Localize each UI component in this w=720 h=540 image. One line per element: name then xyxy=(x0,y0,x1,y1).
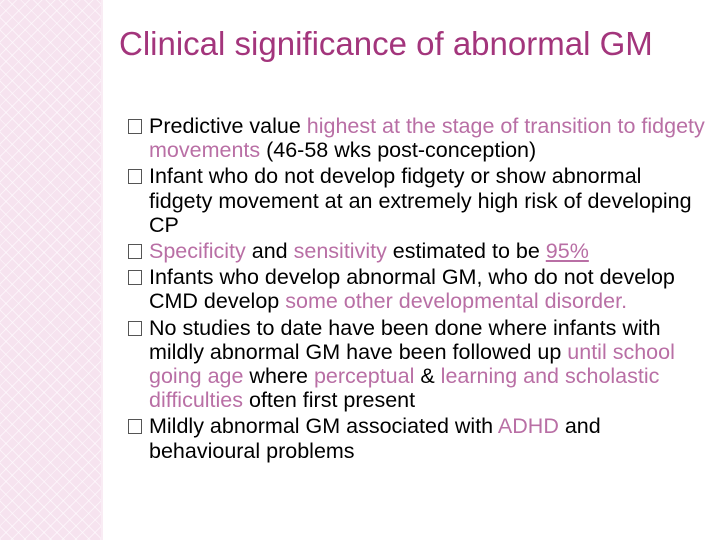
bullet-text: where xyxy=(243,364,314,389)
bullet-text: No studies to date have been done where infants with mildly abnormal GM have been followed up xyxy=(149,315,661,364)
bullet-text: Mildly abnormal GM associated with xyxy=(149,414,498,439)
highlighted-text: perceptual xyxy=(313,364,415,389)
bullet-text: Predictive value xyxy=(149,114,307,138)
slide-title: Clinical significance of abnormal GM xyxy=(119,25,653,62)
bullet-item-predictive-value xyxy=(128,114,710,162)
bullet-text: (46-58 wks post-conception) xyxy=(260,138,537,163)
highlighted-text: ADHD xyxy=(497,414,559,439)
bullet-list xyxy=(128,114,710,465)
checkbox-bullet-icon xyxy=(128,119,142,134)
highlighted-text: highest at the stage of transition to fidgety movements xyxy=(149,114,705,163)
bullet-item-no-fidgety xyxy=(128,164,710,237)
bullet-item-no-studies xyxy=(128,316,710,413)
highlighted-text: sensitivity xyxy=(293,239,387,264)
checkbox-bullet-icon xyxy=(128,244,142,259)
checkbox-bullet-icon xyxy=(128,419,142,434)
bullet-item-other-disorder xyxy=(128,265,710,313)
bullet-text: often first present xyxy=(243,388,416,413)
highlighted-text: until school going age xyxy=(149,339,675,389)
bullet-text: Infant who do not develop fidgety or show abnormal fidgety movement at an extremely high risk of developing CP xyxy=(149,164,692,237)
bullet-item-specificity xyxy=(128,239,710,263)
bullet-text: estimated to be xyxy=(386,239,546,264)
bullet-text: & xyxy=(414,364,441,389)
underlined-percentage: 95% xyxy=(545,239,589,264)
bullet-text: Infants who develop abnormal GM, who do not develop CMD develop xyxy=(149,265,675,314)
highlighted-text: some other developmental disorder. xyxy=(285,289,628,314)
side-band-edge xyxy=(101,0,103,540)
bullet-text: and xyxy=(245,239,294,264)
checkbox-bullet-icon xyxy=(128,169,142,184)
checkbox-bullet-icon xyxy=(128,321,142,336)
bullet-item-adhd xyxy=(128,414,710,462)
decorative-side-band xyxy=(0,0,101,540)
highlighted-text: learning and scholastic difficulties xyxy=(149,364,660,413)
bullet-text: and behavioural problems xyxy=(149,414,601,463)
checkbox-bullet-icon xyxy=(128,270,142,285)
highlighted-text: Specificity xyxy=(149,239,246,264)
